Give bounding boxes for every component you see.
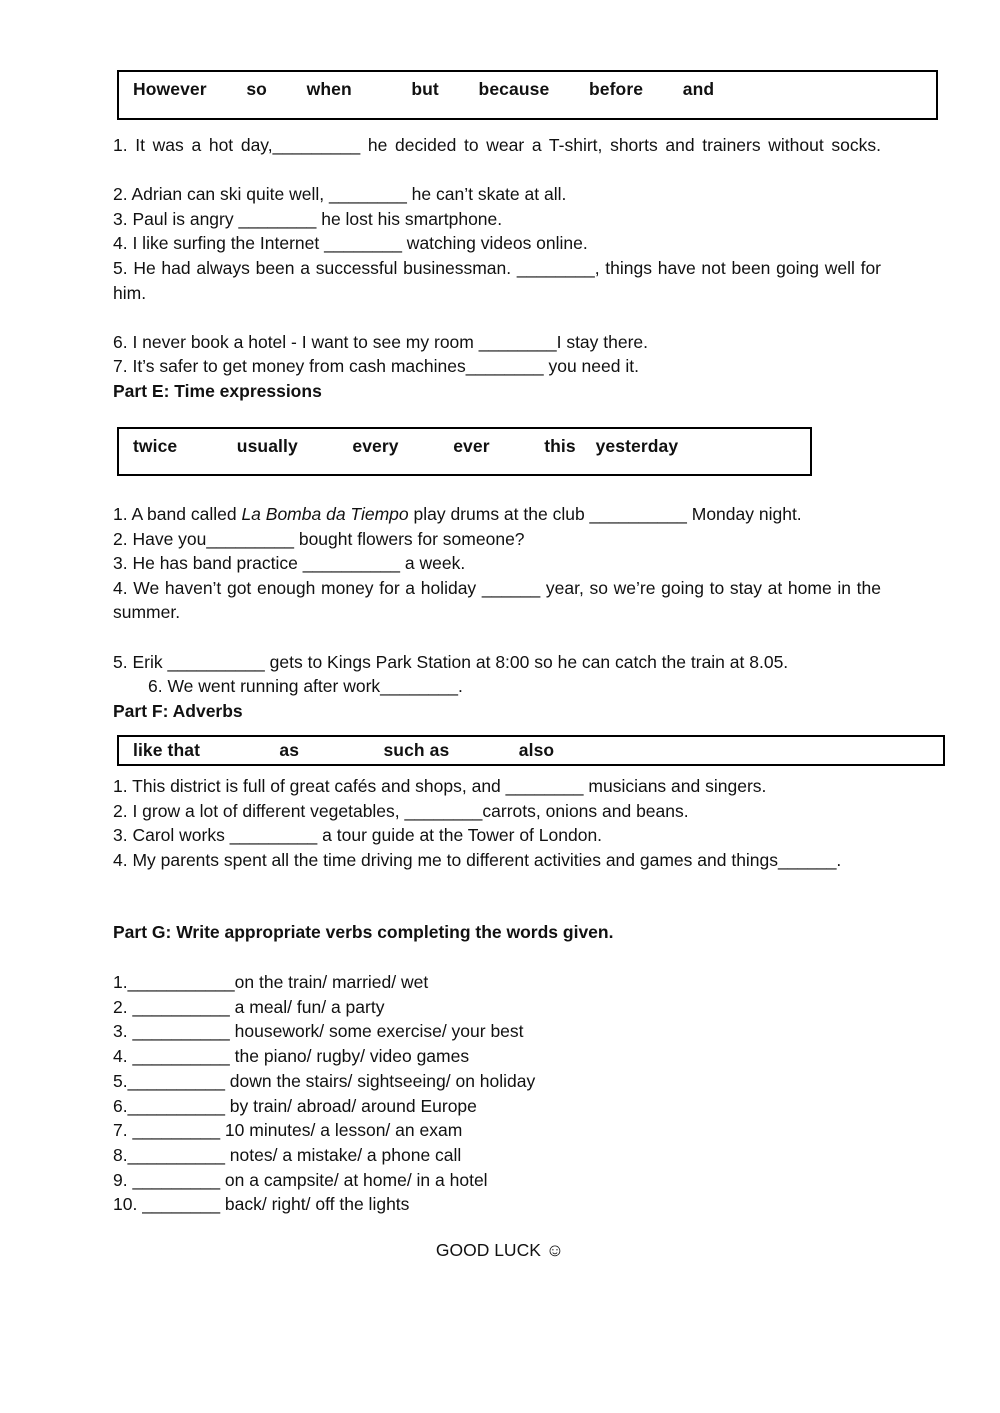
good-luck-footer — [0, 1240, 1000, 1261]
question-item: 9. _________ on a campsite/ at home/ in a hotel — [113, 1169, 488, 1190]
question-item: 5.__________ down the stairs/ sightseeing/ on holiday — [113, 1070, 536, 1091]
question-item: 3. He has band practice __________ a week. — [113, 553, 466, 574]
question-item: 10. ________ back/ right/ off the lights — [113, 1194, 410, 1215]
wordbank-part-d-words: However so when but because before and — [133, 79, 715, 99]
question-item: 2. Have you_________ bought flowers for someone? — [113, 528, 525, 549]
question-list-part-f — [113, 774, 881, 872]
wordbank-part-d — [117, 70, 938, 120]
question-item: 4. My parents spent all the time driving me to different activities and games and things______. — [113, 849, 842, 870]
part-g-heading: Part G: Write appropriate verbs completing the words given. — [113, 922, 614, 942]
question-item — [113, 502, 881, 527]
question-list-part-e — [113, 502, 881, 699]
wordbank-part-f — [117, 735, 945, 766]
question-item: 5. Erik __________ gets to Kings Park Station at 8:00 so he can catch the train at 8.05. — [113, 651, 789, 672]
part-e-heading: Part E: Time expressions — [113, 381, 322, 401]
question-item: 3. Carol works _________ a tour guide at the Tower of London. — [113, 825, 603, 846]
question-list-part-d — [113, 133, 881, 379]
question-item: 4. __________ the piano/ rugby/ video games — [113, 1046, 470, 1067]
question-item: 7. It’s safer to get money from cash machines________ you need it. — [113, 356, 639, 377]
wordbank-part-f-words: like that as such as also — [133, 740, 555, 760]
question-text-pre: 1. A band called — [113, 504, 242, 524]
question-item: 1. It was a hot day,_________ he decided to wear a T-shirt, shorts and trainers without socks. — [113, 135, 881, 155]
question-item: 1.___________on the train/ married/ wet — [113, 972, 429, 992]
question-item: 6. We went running after work________. — [148, 676, 463, 697]
question-item: 6. I never book a hotel - I want to see my room ________I stay there. — [113, 331, 649, 352]
smiley-face-icon: ☺ — [545, 1240, 565, 1260]
question-item: 1. This district is full of great cafés and shops, and ________ musicians and singers. — [113, 776, 767, 796]
question-text-post: play drums at the club __________ Monday night. — [408, 504, 802, 524]
question-item: 2. I grow a lot of different vegetables, ________carrots, onions and beans. — [113, 800, 689, 821]
question-item: 5. He had always been a successful businessman. ________, things have not been going well for him. — [113, 257, 881, 303]
band-name-italic: La Bomba da Tiempo — [241, 504, 409, 524]
question-item: 7. _________ 10 minutes/ a lesson/ an exam — [113, 1120, 463, 1141]
question-item: 6.__________ by train/ abroad/ around Europe — [113, 1095, 477, 1116]
question-item: 2. Adrian can ski quite well, ________ he can’t skate at all. — [113, 184, 567, 205]
question-item: 3. Paul is angry ________ he lost his smartphone. — [113, 208, 503, 229]
question-item: 3. __________ housework/ some exercise/ your best — [113, 1021, 524, 1042]
question-item: 8.__________ notes/ a mistake/ a phone call — [113, 1144, 462, 1165]
wordbank-part-e — [117, 427, 812, 476]
good-luck-text: GOOD LUCK — [435, 1240, 546, 1260]
part-f-heading: Part F: Adverbs — [113, 701, 243, 721]
question-item: 4. We haven’t got enough money for a holiday ______ year, so we’re going to stay at home in the summer. — [113, 577, 881, 623]
question-item: 4. I like surfing the Internet ________ watching videos online. — [113, 233, 588, 254]
wordbank-part-e-words: twice usually every ever this yesterday — [133, 436, 679, 456]
question-item: 2. __________ a meal/ fun/ a party — [113, 996, 385, 1017]
question-list-part-g — [113, 970, 813, 1217]
